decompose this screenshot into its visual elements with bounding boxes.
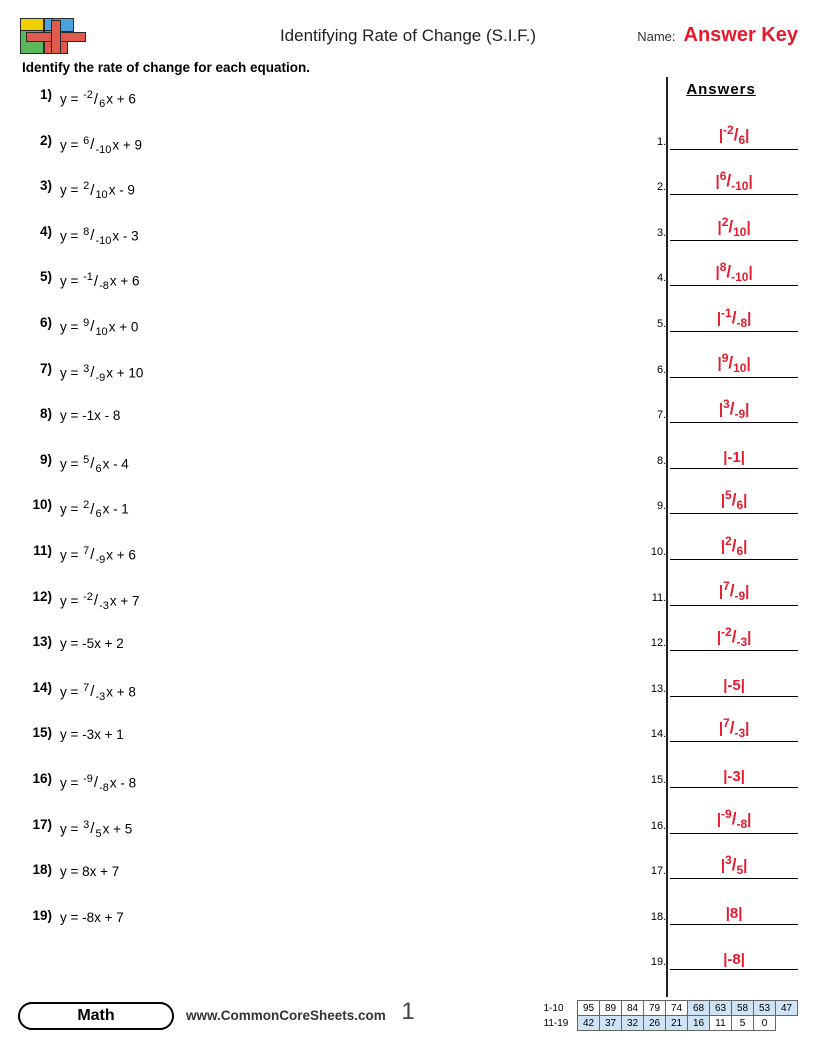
answer-value: $|^7/_{-9}|$ <box>670 580 798 605</box>
answer-number: 12. <box>650 637 667 650</box>
problem-equation: y = -1x - 8 <box>60 408 121 424</box>
fraction <box>82 89 106 110</box>
answer-number: 17. <box>650 865 667 878</box>
scale-cell: 32 <box>622 1016 644 1031</box>
answer-value: |8| <box>670 906 798 925</box>
problem-number: 16) <box>32 770 52 786</box>
problem-row <box>18 446 612 492</box>
fraction-denominator: -3 <box>95 690 106 703</box>
problem-row <box>18 355 612 401</box>
answer-number: 16. <box>650 819 667 832</box>
answer-number: 10. <box>650 545 667 558</box>
answer-row <box>644 195 798 241</box>
problem-row <box>18 765 612 811</box>
fraction-numerator: 6 <box>83 134 90 147</box>
answer-denominator: -10 <box>731 179 749 193</box>
problem-row <box>18 719 612 765</box>
problem-row <box>18 172 612 218</box>
equation-suffix: x - 8 <box>109 775 137 791</box>
answer-value: $|^2/_6|$ <box>670 535 798 560</box>
problem-row <box>18 628 612 674</box>
answer-number: 4. <box>656 272 667 285</box>
problem-equation: y = 8x + 7 <box>60 864 120 880</box>
answer-row <box>644 469 798 515</box>
answer-slash: / <box>726 262 732 282</box>
problem-equation: $y = ^8/_{-10}x - 3$ <box>60 225 139 247</box>
problem-row <box>18 811 612 857</box>
answer-row <box>644 104 798 150</box>
answer-row <box>644 423 798 469</box>
scale-cell: 16 <box>688 1016 710 1031</box>
fraction-slash: / <box>93 774 99 792</box>
fraction-denominator: 10 <box>95 189 108 202</box>
problem-equation: $y = ^{-1}/_{-8}x + 6$ <box>60 271 140 293</box>
scale-cell: 5 <box>732 1016 754 1031</box>
equation-suffix: x + 6 <box>106 91 136 107</box>
scale-cell: 37 <box>600 1016 622 1031</box>
fraction <box>82 591 110 612</box>
problem-equation: $y = ^9/_{10}x + 0$ <box>60 316 139 339</box>
problem-row <box>18 856 612 902</box>
answer-denominator: -8 <box>736 315 748 330</box>
fraction-numerator: 2 <box>83 499 90 512</box>
answer-denominator: -10 <box>731 270 749 285</box>
scale-cell: 63 <box>710 1001 732 1016</box>
fraction-denominator: -10 <box>95 234 112 247</box>
answer-value: |-1| <box>670 450 798 469</box>
scale-cell: 11 <box>710 1016 732 1031</box>
answer-numerator: 3 <box>725 852 732 867</box>
answer-slash: / <box>729 398 735 418</box>
fraction-denominator: 6 <box>99 98 106 111</box>
fraction <box>82 135 112 156</box>
equation-suffix: x - 3 <box>112 228 139 244</box>
answer-number: 15. <box>650 773 667 786</box>
fraction <box>82 773 110 794</box>
answer-denominator: 6 <box>736 498 744 513</box>
answer-numerator: -2 <box>723 123 734 138</box>
fraction-denominator: -8 <box>99 782 109 795</box>
problem-row <box>18 309 612 355</box>
problem-equation: y = -3x + 1 <box>60 727 124 743</box>
answer-denominator: 10 <box>733 224 747 239</box>
fraction-slash: / <box>93 272 99 290</box>
problem-number: 11) <box>33 542 52 558</box>
answer-row <box>644 925 798 971</box>
answer-row <box>644 834 798 880</box>
scale-row <box>544 1001 798 1016</box>
problem-row <box>18 127 612 173</box>
fraction-numerator: 8 <box>83 225 90 238</box>
answer-row <box>644 378 798 424</box>
answer-slash: / <box>731 307 737 327</box>
problem-number: 6) <box>39 314 52 330</box>
problem-number: 8) <box>39 406 52 422</box>
answer-row <box>644 286 798 332</box>
problem-number: 13) <box>32 634 52 650</box>
answer-value: |-8| <box>670 952 798 971</box>
fraction-slash: / <box>90 683 95 701</box>
fraction-numerator: 7 <box>83 544 90 557</box>
fraction-slash: / <box>90 318 95 336</box>
problem-equation: $y = ^{-9}/_{-8}x - 8$ <box>60 772 137 795</box>
answer-number: 5. <box>656 317 667 330</box>
answer-row <box>644 150 798 196</box>
fraction-slash: / <box>90 227 95 245</box>
answer-row <box>644 241 798 287</box>
problem-equation: $y = ^7/_{-3}x + 8$ <box>60 681 136 703</box>
fraction-slash: / <box>90 500 95 518</box>
scale-cell: 26 <box>644 1016 666 1031</box>
problem-equation: $y = ^2/_6x - 1$ <box>60 499 129 521</box>
answer-value: $|^8/_{-10}|$ <box>670 261 798 286</box>
answer-row <box>644 560 798 606</box>
fraction-numerator: -2 <box>83 590 93 603</box>
scale-cell: 84 <box>622 1001 644 1016</box>
fraction-denominator: 6 <box>95 508 102 521</box>
fraction-denominator: 5 <box>95 827 102 840</box>
answer-numerator: 9 <box>721 351 729 366</box>
page-title: Identifying Rate of Change (S.I.F.) <box>279 26 537 45</box>
equation-suffix: x - 9 <box>108 182 135 198</box>
fraction-slash: / <box>93 90 99 108</box>
equation-suffix: x + 7 <box>109 593 140 609</box>
equation-suffix: x - 4 <box>102 456 129 472</box>
problem-row <box>18 902 612 948</box>
answer-denominator: 5 <box>736 862 744 877</box>
fraction <box>82 499 102 520</box>
equation-suffix: x + 9 <box>112 137 142 153</box>
answer-value: $|^{-1}/_{-8}|$ <box>670 307 798 332</box>
fraction-denominator: -3 <box>99 599 109 612</box>
answer-denominator: 6 <box>738 133 746 148</box>
answer-slash: / <box>728 353 734 373</box>
problem-row <box>18 537 612 583</box>
problem-equation: $y = ^7/_{-9}x + 6$ <box>60 544 136 567</box>
name-area <box>637 24 798 47</box>
answer-value: |-3| <box>670 769 798 788</box>
answer-row <box>644 651 798 697</box>
fraction-slash: / <box>93 592 99 610</box>
answer-denominator: 10 <box>733 361 747 376</box>
problem-row <box>18 674 612 720</box>
fraction-denominator: 10 <box>95 326 108 339</box>
answer-row <box>644 879 798 925</box>
problems-column <box>18 81 622 1011</box>
answer-row <box>644 606 798 652</box>
answer-denominator: -8 <box>736 817 748 832</box>
answer-number: 7. <box>656 409 667 422</box>
equation-suffix: x + 6 <box>106 547 136 563</box>
answer-number: 13. <box>650 682 667 695</box>
problem-equation: $y = ^5/_6x - 4$ <box>60 453 129 475</box>
fraction-numerator: -1 <box>83 271 93 284</box>
answer-numerator: -9 <box>721 807 732 822</box>
scale-cell: 68 <box>688 1001 710 1016</box>
answer-numerator: 2 <box>721 214 729 229</box>
problem-row <box>18 400 612 446</box>
problem-number: 17) <box>32 816 52 832</box>
answer-numerator: 7 <box>723 579 730 594</box>
fraction-denominator: 6 <box>95 462 102 475</box>
fraction-numerator: -2 <box>83 89 93 101</box>
name-label: Name: <box>637 29 676 44</box>
answer-number: 1. <box>656 135 667 148</box>
problem-equation: $y = ^3/_{-9}x + 10$ <box>60 362 144 384</box>
answer-number: 6. <box>656 363 667 376</box>
answer-slash: / <box>731 535 737 555</box>
answer-value: $|^7/_{-3}|$ <box>670 717 798 742</box>
fraction <box>82 819 102 840</box>
fraction-numerator: 2 <box>83 180 90 193</box>
fraction-denominator: -9 <box>95 554 106 567</box>
answer-numerator: 3 <box>723 396 730 411</box>
answer-number: 11. <box>651 591 667 604</box>
answer-number: 8. <box>656 454 667 467</box>
fraction-slash: / <box>90 455 95 473</box>
answer-slash: / <box>728 216 734 236</box>
fraction-numerator: -9 <box>83 772 93 785</box>
page-header <box>18 14 798 58</box>
answer-row <box>644 697 798 743</box>
answer-value: $|^5/_6|$ <box>670 489 798 514</box>
answer-value: $|^2/_{10}|$ <box>670 216 798 241</box>
problem-row <box>18 491 612 537</box>
scale-row-label: 11-19 <box>543 1017 569 1029</box>
equation-suffix: x + 8 <box>106 684 136 700</box>
answer-value: |-5| <box>670 678 798 697</box>
problem-equation: $y = ^{-2}/_6x + 6$ <box>60 89 136 111</box>
answer-slash: / <box>729 718 735 738</box>
scale-cell: 53 <box>754 1001 776 1016</box>
fraction <box>82 363 106 384</box>
answer-slash: / <box>733 125 739 145</box>
scale-cell: 21 <box>666 1016 688 1031</box>
problem-number: 10) <box>32 497 52 513</box>
page-number: 1 <box>401 998 415 1025</box>
equation-suffix: x - 1 <box>102 501 129 517</box>
scale-cell: 47 <box>776 1001 798 1016</box>
answer-numerator: 2 <box>725 533 732 548</box>
problem-number: 3) <box>39 178 52 194</box>
fraction-numerator: 3 <box>83 362 90 375</box>
answer-row <box>644 332 798 378</box>
answer-key-label: Answer Key <box>683 24 798 46</box>
fraction-denominator: -9 <box>95 371 106 384</box>
site-url: www.CommonCoreSheets.com <box>186 1008 386 1023</box>
page-footer <box>18 998 798 1042</box>
fraction-slash: / <box>90 364 95 382</box>
answer-slash: / <box>731 490 737 510</box>
problem-equation: $y = ^6/_{-10}x + 9$ <box>60 134 142 156</box>
problem-number: 5) <box>39 269 52 285</box>
fraction <box>82 682 106 703</box>
fraction <box>82 180 109 201</box>
equation-suffix: x + 5 <box>102 821 133 836</box>
problem-row <box>18 218 612 264</box>
answer-value: $|^3/_{-9}|$ <box>670 398 798 423</box>
problem-number: 1) <box>39 87 52 102</box>
fraction-numerator: 3 <box>83 818 90 831</box>
answer-slash: / <box>729 581 735 601</box>
answer-slash: / <box>731 854 737 874</box>
answer-numerator: -2 <box>721 624 732 639</box>
problem-number: 19) <box>32 907 52 923</box>
equation-suffix: x + 10 <box>106 365 144 381</box>
fraction-slash: / <box>90 820 95 837</box>
answer-number: 18. <box>650 910 667 923</box>
answer-number: 3. <box>656 226 667 239</box>
problem-number: 15) <box>32 725 52 741</box>
fraction <box>82 317 109 338</box>
fraction-numerator: 7 <box>83 681 90 694</box>
fraction <box>82 545 106 566</box>
problem-number: 4) <box>39 223 52 239</box>
answer-number: 2. <box>656 181 667 194</box>
answer-row <box>644 514 798 560</box>
problem-number: 9) <box>39 451 52 467</box>
answer-value: $|^{-2}/_6|$ <box>670 124 798 149</box>
scale-row <box>544 1016 798 1031</box>
answer-denominator: -9 <box>734 589 746 604</box>
answer-slash: / <box>726 171 732 190</box>
answer-numerator: 8 <box>719 260 727 275</box>
grading-scale <box>544 1000 799 1031</box>
fraction-denominator: -8 <box>99 280 109 293</box>
problem-row <box>18 583 612 629</box>
problem-number: 12) <box>32 588 52 604</box>
scale-cell: 0 <box>754 1016 776 1031</box>
answer-numerator: 5 <box>725 488 732 503</box>
answer-row <box>644 788 798 834</box>
problem-equation: $y = ^{-2}/_{-3}x + 7$ <box>60 590 140 612</box>
scale-cell: 42 <box>578 1016 600 1031</box>
problem-number: 7) <box>39 360 52 376</box>
problem-row <box>18 81 612 127</box>
scale-cell: 89 <box>600 1001 622 1016</box>
problem-row <box>18 263 612 309</box>
answer-numerator: 6 <box>719 169 727 183</box>
problem-equation: y = -8x + 7 <box>60 909 124 925</box>
answers-list <box>644 104 798 970</box>
scale-cell: 74 <box>666 1001 688 1016</box>
answer-value: $|^3/_5|$ <box>670 854 798 879</box>
problem-equation: y = -5x + 2 <box>60 636 124 652</box>
answer-denominator: -3 <box>734 726 746 741</box>
answers-heading: Answers <box>686 81 756 98</box>
fraction-numerator: 5 <box>83 453 90 466</box>
problem-equation: $y = ^2/_{10}x - 9$ <box>60 180 135 202</box>
answer-value: $|^6/_{-10}|$ <box>670 170 798 195</box>
answer-denominator: -3 <box>736 634 748 649</box>
answer-numerator: -1 <box>721 305 732 320</box>
worksheet-body <box>18 81 798 1011</box>
answer-row <box>644 742 798 788</box>
problem-equation: $y = ^3/_5x + 5$ <box>60 818 133 840</box>
fraction <box>82 454 102 475</box>
answer-number: 9. <box>656 500 667 513</box>
scale-cell: 95 <box>578 1001 600 1016</box>
answer-number: 14. <box>650 728 667 741</box>
answer-numerator: 7 <box>723 716 730 731</box>
fraction-numerator: 9 <box>83 316 90 329</box>
problem-number: 18) <box>32 862 52 878</box>
answer-slash: / <box>731 809 737 829</box>
problem-number: 14) <box>32 679 52 695</box>
answer-denominator: -9 <box>734 406 746 421</box>
fraction <box>82 271 110 292</box>
answer-slash: / <box>731 626 737 646</box>
fraction-slash: / <box>90 546 95 564</box>
answer-value: $|^{-2}/_{-3}|$ <box>670 626 798 651</box>
equation-suffix: x + 0 <box>108 319 139 335</box>
subject-badge: Math <box>18 1002 174 1030</box>
answer-number: 19. <box>650 956 667 969</box>
fraction-slash: / <box>90 181 95 199</box>
scale-cell: 58 <box>732 1001 754 1016</box>
fraction <box>82 226 112 247</box>
fraction-slash: / <box>90 136 95 154</box>
instructions: Identify the rate of change for each equation. <box>22 60 311 75</box>
scale-cell: 79 <box>644 1001 666 1016</box>
equation-suffix: x + 6 <box>109 273 140 289</box>
answer-value: $|^9/_{10}|$ <box>670 352 798 377</box>
answer-value: $|^{-9}/_{-8}|$ <box>670 808 798 833</box>
fraction-denominator: -10 <box>95 143 112 156</box>
answer-denominator: 6 <box>736 543 744 558</box>
answers-column <box>644 81 798 1011</box>
problem-number: 2) <box>39 132 52 148</box>
scale-row-label: 1-10 <box>543 1002 564 1014</box>
